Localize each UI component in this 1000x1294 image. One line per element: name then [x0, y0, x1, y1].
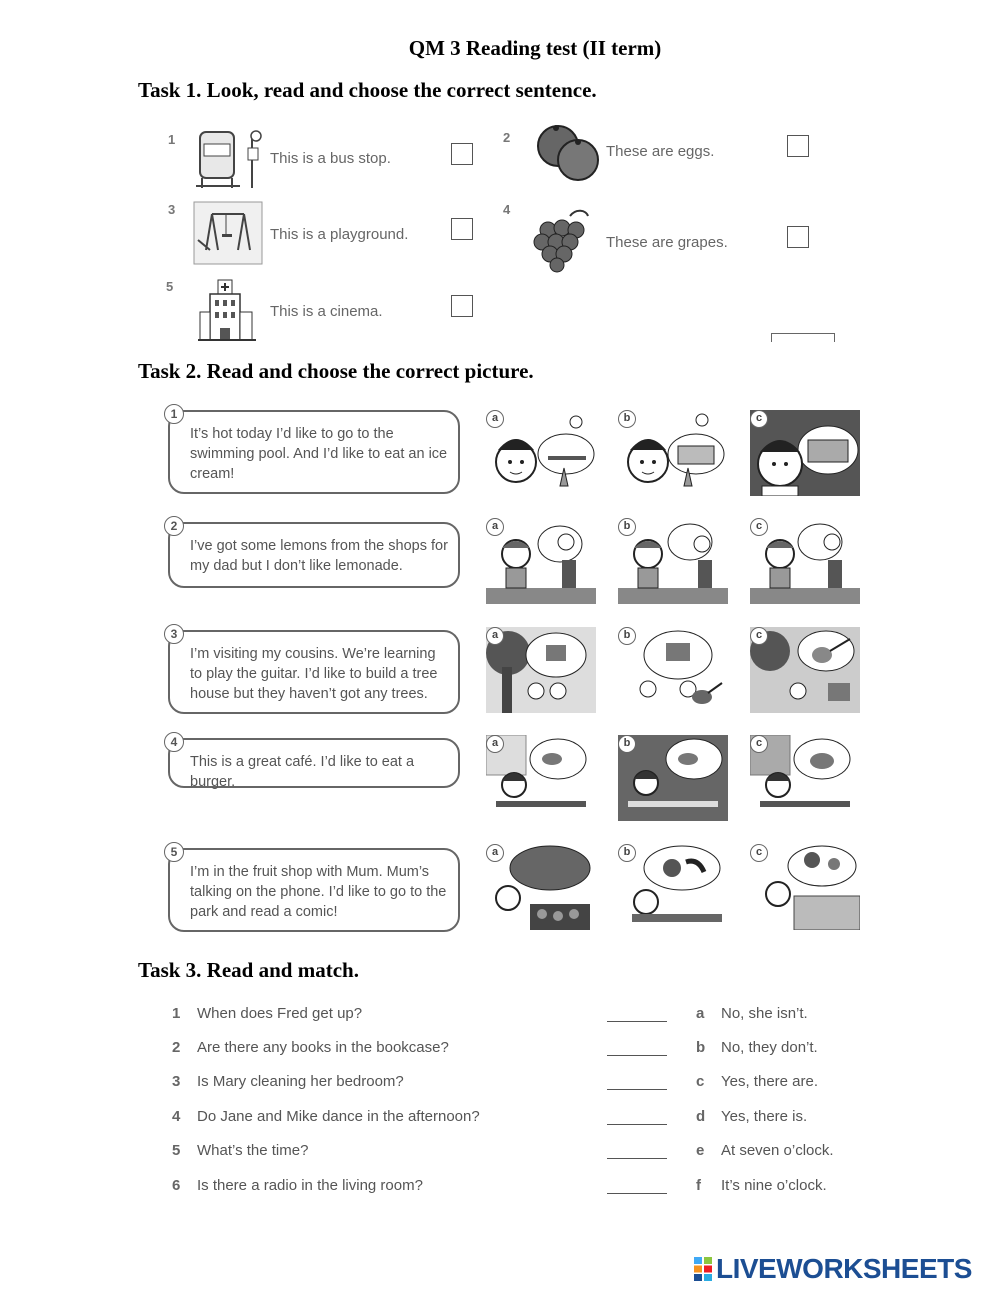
- item-number: 4: [164, 732, 184, 752]
- answer-letter: d: [696, 1108, 706, 1125]
- picture-option[interactable]: [618, 844, 728, 930]
- answer-text: At seven o’clock.: [721, 1142, 834, 1159]
- question-row: [172, 1108, 480, 1125]
- question-number: 5: [172, 1142, 181, 1159]
- option-letter: c: [750, 627, 768, 645]
- question-number: 2: [172, 1039, 181, 1056]
- sentence: This is a playground.: [270, 226, 409, 243]
- speech-bubble: [168, 735, 460, 790]
- item-number: 5: [166, 279, 174, 294]
- question-row: [172, 1073, 404, 1090]
- answer-text: No, she isn’t.: [721, 1005, 808, 1022]
- checkbox[interactable]: [451, 295, 473, 317]
- question-row: [172, 1039, 449, 1056]
- option-letter: b: [618, 735, 636, 753]
- sentence: This is a cinema.: [270, 303, 383, 320]
- answer-text: Yes, there is.: [721, 1108, 808, 1125]
- speech-bubble: [168, 407, 460, 494]
- speech-bubble: [168, 519, 460, 588]
- checkbox[interactable]: [787, 135, 809, 157]
- question-number: 1: [172, 1005, 181, 1022]
- option-letter: a: [486, 627, 504, 645]
- question-text: Is Mary cleaning her bedroom?: [197, 1073, 404, 1090]
- liveworksheets-logo: [694, 1254, 972, 1284]
- question-text: Do Jane and Mike dance in the afternoon?: [197, 1108, 480, 1125]
- checkbox[interactable]: [451, 218, 473, 240]
- task3-title: Task 3. Read and match.: [138, 958, 359, 982]
- item-number: 1: [168, 132, 176, 147]
- answer-blank[interactable]: [607, 1021, 667, 1022]
- sentence: These are grapes.: [606, 234, 728, 251]
- question-number: 4: [172, 1108, 181, 1125]
- speech-bubble: [168, 845, 460, 932]
- item-number: 5: [164, 842, 184, 862]
- answer-row: [696, 1177, 827, 1194]
- playground-icon: [192, 200, 264, 268]
- option-letter: b: [618, 518, 636, 536]
- picture-option[interactable]: [750, 410, 860, 496]
- question-number: 3: [172, 1073, 181, 1090]
- answer-letter: a: [696, 1005, 705, 1022]
- oranges-icon: [534, 118, 606, 186]
- speech-bubble: [168, 627, 460, 714]
- grapes-icon: [530, 206, 602, 274]
- answer-row: [696, 1108, 807, 1125]
- hospital-building-icon: [198, 276, 270, 344]
- task2-title: Task 2. Read and choose the correct picture.: [138, 359, 534, 383]
- bubble-text: I’ve got some lemons from the shops for my dad but I don’t like lemonade.: [190, 538, 448, 574]
- question-number: 6: [172, 1177, 181, 1194]
- option-letter: a: [486, 410, 504, 428]
- item-number: 1: [164, 404, 184, 424]
- answer-letter: f: [696, 1177, 701, 1194]
- option-letter: b: [618, 627, 636, 645]
- answer-letter: b: [696, 1039, 706, 1056]
- checkbox[interactable]: [451, 143, 473, 165]
- answer-text: It’s nine o’clock.: [721, 1177, 827, 1194]
- item-number: 3: [168, 202, 176, 217]
- option-letter: b: [618, 844, 636, 862]
- document-title: QM 3 Reading test (II term): [408, 36, 662, 60]
- logo-text: LIVEWORKSHEETS: [716, 1253, 972, 1284]
- answer-blank[interactable]: [607, 1158, 667, 1159]
- answer-letter: e: [696, 1142, 705, 1159]
- bus-stop-icon: [192, 126, 264, 194]
- question-row: [172, 1142, 308, 1159]
- picture-option[interactable]: [486, 518, 596, 604]
- option-letter: c: [750, 735, 768, 753]
- picture-option[interactable]: [618, 627, 728, 713]
- question-text: Is there a radio in the living room?: [197, 1177, 423, 1194]
- picture-option[interactable]: [750, 735, 860, 821]
- answer-text: Yes, there are.: [721, 1073, 819, 1090]
- picture-option[interactable]: [486, 410, 596, 496]
- item-number: 4: [503, 202, 511, 217]
- question-text: When does Fred get up?: [197, 1005, 363, 1022]
- option-letter: a: [486, 844, 504, 862]
- picture-option[interactable]: [750, 518, 860, 604]
- bubble-text: This is a great café. I’d like to eat a burger.: [190, 754, 415, 790]
- item-number: 3: [164, 624, 184, 644]
- picture-option[interactable]: [618, 410, 728, 496]
- option-letter: c: [750, 410, 768, 428]
- option-letter: b: [618, 410, 636, 428]
- item-number: 2: [503, 130, 511, 145]
- answer-blank[interactable]: [607, 1055, 667, 1056]
- picture-option[interactable]: [750, 844, 860, 930]
- sentence: These are eggs.: [606, 143, 715, 160]
- answer-row: [696, 1039, 818, 1056]
- bubble-text: I’m in the fruit shop with Mum. Mum’s talking on the phone. I’d like to go to the park and read a comic!: [190, 864, 447, 920]
- option-letter: c: [750, 844, 768, 862]
- picture-option[interactable]: [618, 735, 728, 821]
- question-row: [172, 1005, 362, 1022]
- cropped-box: [771, 333, 835, 342]
- bubble-text: It’s hot today I’d like to go to the swimming pool. And I’d like to eat an ice cream!: [190, 426, 448, 482]
- answer-blank[interactable]: [607, 1089, 667, 1090]
- picture-option[interactable]: [750, 627, 860, 713]
- liveworksheets-logo-icon: [694, 1257, 712, 1281]
- picture-option[interactable]: [486, 735, 596, 821]
- bubble-text: I’m visiting my cousins. We’re learning to play the guitar. I’d like to build a tree house but they haven’t got any trees.: [190, 646, 438, 702]
- option-letter: a: [486, 518, 504, 536]
- answer-blank[interactable]: [607, 1124, 667, 1125]
- answer-letter: c: [696, 1073, 705, 1090]
- answer-row: [696, 1073, 818, 1090]
- picture-option[interactable]: [618, 518, 728, 604]
- option-letter: c: [750, 518, 768, 536]
- question-text: Are there any books in the bookcase?: [197, 1039, 449, 1056]
- item-number: 2: [164, 516, 184, 536]
- answer-row: [696, 1142, 834, 1159]
- sentence: This is a bus stop.: [270, 150, 391, 167]
- task1-title: Task 1. Look, read and choose the correct sentence.: [138, 78, 597, 102]
- picture-option[interactable]: [486, 627, 596, 713]
- answer-text: No, they don’t.: [721, 1039, 818, 1056]
- checkbox[interactable]: [787, 226, 809, 248]
- option-letter: a: [486, 735, 504, 753]
- answer-blank[interactable]: [607, 1193, 667, 1194]
- picture-option[interactable]: [486, 844, 596, 930]
- question-row: [172, 1177, 423, 1194]
- question-text: What’s the time?: [197, 1142, 309, 1159]
- answer-row: [696, 1005, 808, 1022]
